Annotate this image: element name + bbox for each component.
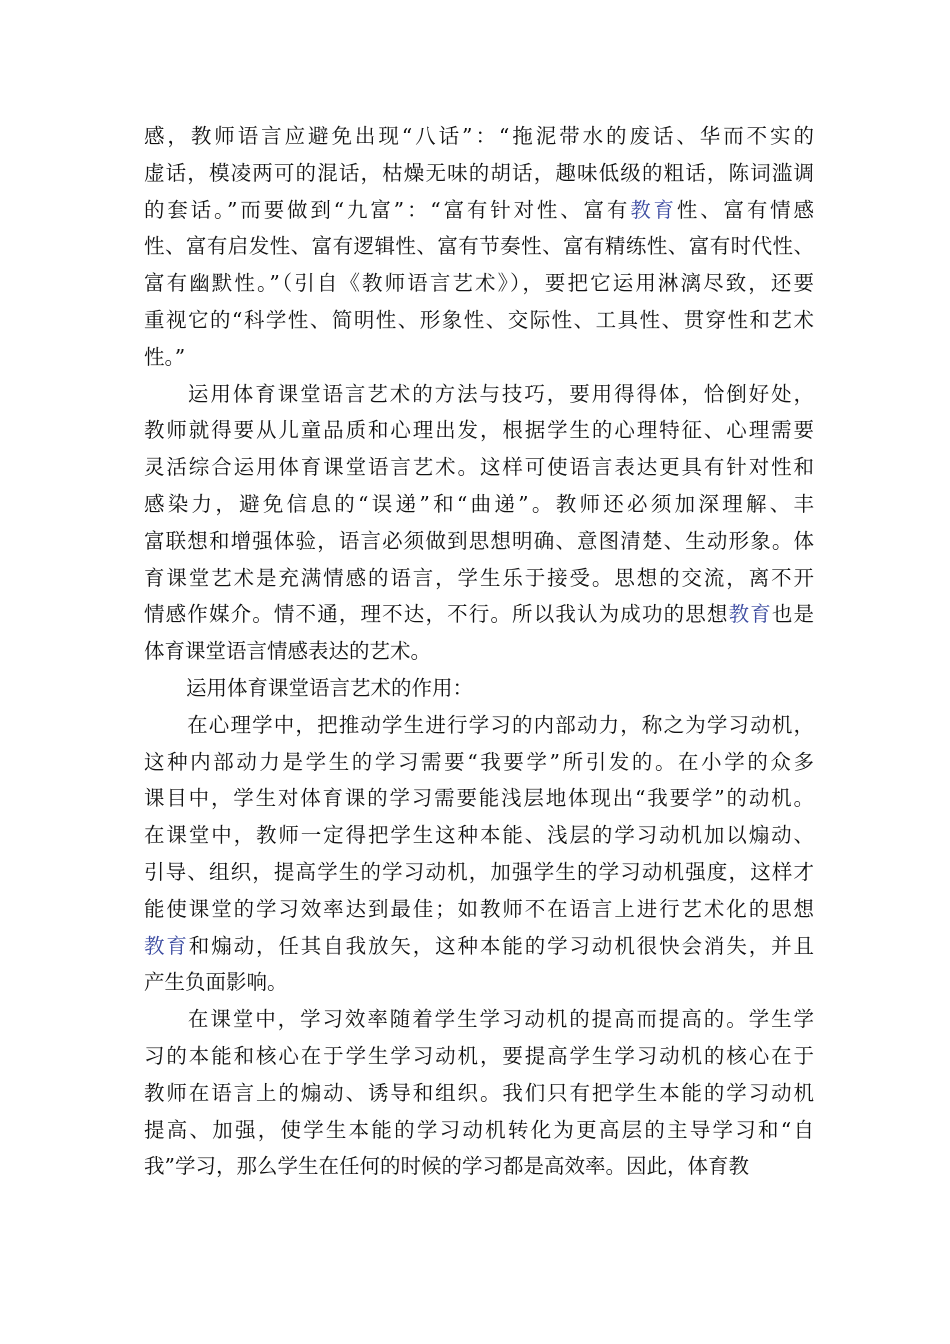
text-line: [144, 780, 814, 817]
text-line: [144, 560, 814, 597]
text-line: [144, 817, 814, 854]
text-run: 运用体育课堂语言艺术的方法与技巧，要用得得体，恰倒好处，: [186, 381, 814, 406]
text-run: 在课堂中，学习效率随着学生学习动机的提高而提高的。学生学: [186, 1007, 814, 1032]
text-run: 感，教师语言应避免出现“八话”：“拖泥带水的废话、华而不实的: [144, 124, 814, 148]
text-run: 课目中，学生对体育课的学习需要能浅层地体现出“我要学”的动机。: [144, 786, 814, 811]
text-line: [144, 854, 814, 891]
paragraph: [144, 376, 814, 670]
text-run: 和煽动，任其自我放矢，这种本能的学习动机很快会消失，并且: [188, 933, 815, 958]
text-line: [144, 670, 814, 707]
education-link[interactable]: 教育: [630, 197, 677, 222]
text-run: 教师就得要从儿童品质和心理出发，根据学生的心理特征、心理需要: [144, 418, 814, 443]
text-run: 虚话，模凌两可的混话，枯燥无味的胡话，趣味低级的粗话，陈词滥调: [144, 160, 814, 185]
text-run: 在课堂中，教师一定得把学生这种本能、浅层的学习动机加以煽动、: [144, 823, 814, 848]
text-line: [144, 707, 814, 744]
text-line: [144, 118, 814, 155]
text-line: [144, 596, 814, 633]
paragraph: [144, 707, 814, 1001]
text-run: 情感作媒介。情不通，理不达，不行。所以我认为成功的思想: [144, 602, 729, 627]
text-run: 产生负面影响。: [144, 970, 288, 995]
text-line: [144, 228, 814, 265]
text-run: 感染力，避免信息的“误递”和“曲递”。教师还必须加深理解、丰: [144, 491, 814, 516]
text-line: [144, 1001, 814, 1038]
text-run: 体育课堂语言情感表达的艺术。: [144, 639, 431, 664]
text-run: 性、富有情感: [676, 197, 815, 222]
text-line: [144, 891, 814, 928]
text-run: 我”学习，那么学生在任何的时候的学习都是高效率。因此，体育教: [144, 1154, 749, 1179]
text-line: [144, 449, 814, 486]
text-line: [144, 155, 814, 192]
text-run: 能使课堂的学习效率达到最佳；如教师不在语言上进行艺术化的思想: [144, 896, 814, 921]
text-line: [144, 964, 814, 1001]
text-run: 性、富有启发性、富有逻辑性、富有节奏性、富有精练性、富有时代性、: [144, 234, 814, 259]
text-line: [144, 1038, 814, 1075]
text-run: 这种内部动力是学生的学习需要“我要学”所引发的。在小学的众多: [144, 749, 814, 774]
text-run: 性。”: [144, 344, 186, 369]
text-line: [144, 339, 814, 376]
text-run: 重视它的“科学性、简明性、形象性、交际性、工具性、贯穿性和艺术: [144, 307, 814, 332]
text-line: [144, 486, 814, 523]
text-run: 的套话。”而要做到“九富”：“富有针对性、富有: [144, 197, 631, 222]
paragraph: [144, 670, 814, 707]
text-run: 在心理学中，把推动学生进行学习的内部动力，称之为学习动机，: [186, 712, 814, 737]
text-line: [144, 1148, 814, 1185]
text-line: [144, 412, 814, 449]
text-run: 富有幽默性。”（引自《教师语言艺术》），要把它运用淋漓尽致，还要: [144, 271, 814, 296]
text-run: 也是: [771, 602, 815, 627]
paragraph: [144, 1001, 814, 1185]
text-run: 引导、组织，提高学生的学习动机，加强学生的学习动机强度，这样才: [144, 859, 814, 884]
text-line: [144, 744, 814, 781]
text-line: [144, 265, 814, 302]
text-run: 习的本能和核心在于学生学习动机，要提高学生学习动机的核心在于: [144, 1043, 814, 1068]
text-line: [144, 302, 814, 339]
education-link[interactable]: 教育: [144, 933, 189, 958]
text-line: [144, 523, 814, 560]
text-line: [144, 633, 814, 670]
text-run: 富联想和增强体验，语言必须做到思想明确、意图清楚、生动形象。体: [144, 528, 814, 553]
text-run: 教师在语言上的煽动、诱导和组织。我们只有把学生本能的学习动机: [144, 1080, 814, 1105]
text-run: 提高、加强，使学生本能的学习动机转化为更高层的主导学习和“自: [144, 1117, 814, 1142]
text-run: 灵活综合运用体育课堂语言艺术。这样可使语言表达更具有针对性和: [144, 455, 814, 480]
text-line: [144, 1075, 814, 1112]
text-line: [144, 376, 814, 413]
text-line: [144, 192, 814, 229]
text-run: 运用体育课堂语言艺术的作用：: [186, 675, 473, 700]
education-link[interactable]: 教育: [728, 602, 772, 627]
text-line: [144, 928, 814, 965]
text-line: [144, 1112, 814, 1149]
text-run: 育课堂艺术是充满情感的语言，学生乐于接受。思想的交流，离不开: [144, 565, 814, 590]
document-body: [144, 118, 814, 1185]
paragraph: [144, 118, 814, 376]
